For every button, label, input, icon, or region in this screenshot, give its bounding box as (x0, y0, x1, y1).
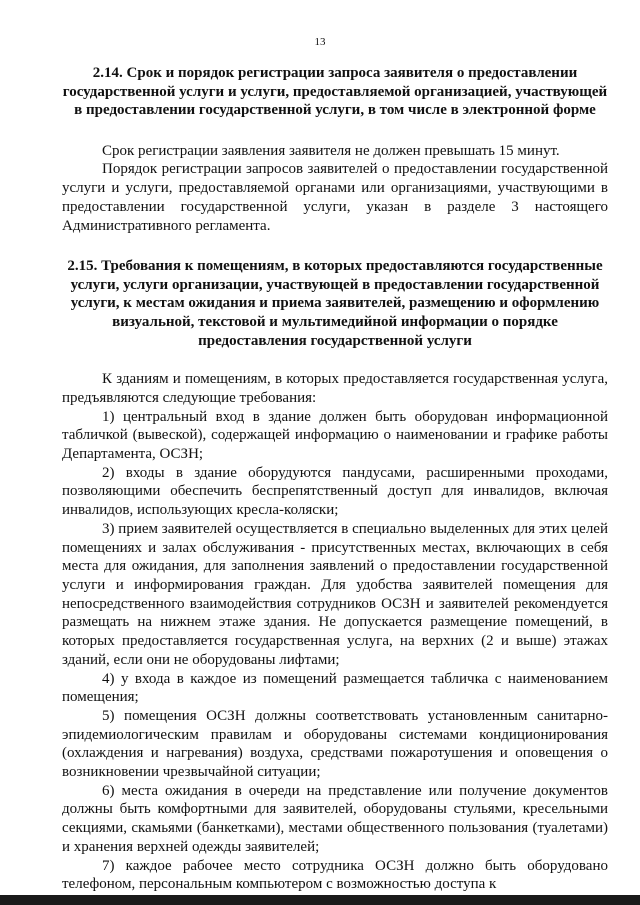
requirement-item-1: 1) центральный вход в здание должен быть оборудован информационной табличкой (вывеской), содержащей информацию о наименовании и графике работы Департамента, ОСЗН; (62, 408, 608, 463)
section-2-14-paragraph: Порядок регистрации запросов заявителей о предоставлении государственной услуги и услуги, предоставляемой органами или организациями, участвующими в предоставлении государственной услуги, указан в разделе 3 настоящего Административного регламента. (62, 161, 608, 234)
requirement-item-2: 2) входы в здание оборудуются пандусами, расширенными проходами, позволяющими обеспечить беспрепятственный доступ для инвалидов, включая инвалидов, использующих кресла-коляски; (62, 464, 608, 519)
section-2-14-paragraph: Срок регистрации заявления заявителя не должен превышать 15 минут. (102, 142, 560, 159)
section-2-14-title: 2.14. Срок и порядок регистрации запроса заявителя о предоставлении государственной услуги и услуги, предоставляемой организацией, участвующей в предоставлении государственной услуги, в том числе в электронной форме (62, 65, 608, 119)
document-body (62, 64, 608, 894)
requirement-item-4: 4) у входа в каждое из помещений размещается табличка с наименованием помещения; (62, 670, 608, 706)
section-2-15-title: 2.15. Требования к помещениям, в которых предоставляются государственные услуги, услуги организации, участвующей в предоставлении государственной услуги, к местам ожидания и приема заявителей, размещению и оформлению визуальной, текстовой и мультимедийной информации о порядке предоставления государственной услуги (67, 258, 603, 349)
requirement-item-7: 7) каждое рабочее место сотрудника ОСЗН должно быть оборудовано телефоном, персональным компьютером с возможностью доступа к (62, 857, 608, 893)
section-2-15-intro: К зданиям и помещениям, в которых предоставляется государственная услуга, предъявляются следующие требования: (62, 371, 608, 406)
page-number: 13 (314, 36, 326, 48)
scan-edge-bar (0, 895, 640, 905)
requirement-item-5: 5) помещения ОСЗН должны соответствовать установленным санитарно-эпидемиологическим правилам и оборудованы системами кондиционирования (охлаждения и нагревания) воздуха, средствами пожаротушения и оповещения о возникновении чрезвычайной ситуации; (62, 707, 608, 781)
requirement-item-6: 6) места ожидания в очереди на представление или получение документов должны быть комфортными для заявителей, оборудованы стульями, кресельными секциями, скамьями (банкетками), местами общественного пользования (туалетами) и хранения верхней одежды заявителей; (62, 782, 608, 855)
requirement-item-3: 3) прием заявителей осуществляется в специально выделенных для этих целей помещениях и залах обслуживания - присутственных местах, включающих в себя места для ожидания, для заполнения заявлений о предоставлении государственной услуги и информирования граждан. Для удобства заявителей помещения для непосредственного взаимодействия сотрудников ОСЗН и заявителей рекомендуется размещать на нижнем этаже здания. Не допускается размещение помещений, в которых предоставляется государственная услуга, на верхних (2 и выше) этажах зданий, если они не оборудованы лифтами; (62, 520, 608, 668)
